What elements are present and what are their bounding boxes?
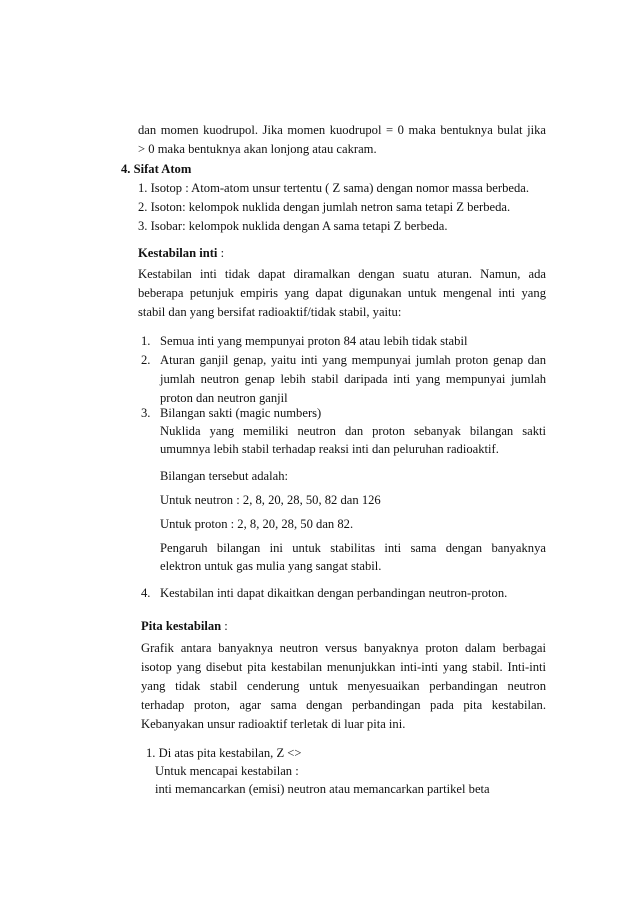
effect-line-1: Pengaruh bilangan ini untuk stabilitas inti sama dengan banyaknya (160, 541, 546, 555)
paragraph-line: Kebanyakan unsur radioaktif terletak di luar pita ini. (141, 717, 406, 731)
kestabilan-heading (138, 245, 224, 261)
list-item-text: Kestabilan inti dapat dikaitkan dengan perbandingan neutron-proton. (160, 586, 508, 600)
paragraph-line: stabil dan yang bersifat radioaktif/tidak stabil, yaitu: (138, 305, 402, 319)
paragraph-line: terhadap proton, agar sama dengan perbandingan pada pita kestabilan. (141, 698, 546, 712)
kestabilan-title: Kestabilan inti (138, 246, 218, 260)
list-item-text: Nuklida yang memiliki neutron dan proton sebanyak bilangan sakti (160, 424, 546, 438)
kestabilan-title-suffix: : (217, 246, 225, 260)
list-item-text: proton dan neutron ganjil (160, 391, 288, 405)
magic-intro: Bilangan tersebut adalah: (160, 469, 288, 483)
list-item: 2. Isoton: kelompok nuklida dengan jumlah netron sama tetapi Z berbeda. (138, 200, 511, 214)
magic-neutron: Untuk neutron : 2, 8, 20, 28, 50, 82 dan 126 (160, 493, 381, 507)
list-number: 4. (141, 586, 151, 600)
list-item: 3. Isobar: kelompok nuklida dengan A sama tetapi Z berbeda. (138, 219, 448, 233)
list-item-text: umumnya lebih stabil terhadap reaksi inti dan peluruhan radioaktif. (160, 442, 499, 456)
list-item-text: Semua inti yang mempunyai proton 84 atau lebih tidak stabil (160, 334, 468, 348)
pita-heading (141, 618, 228, 634)
section-heading: 4. Sifat Atom (121, 162, 192, 176)
list-item: 1. Isotop : Atom-atom unsur tertentu ( Z sama) dengan nomor massa berbeda. (138, 181, 530, 195)
pita-item-1: 1. Di atas pita kestabilan, Z <> (146, 746, 302, 760)
intro-line-1: dan momen kuodrupol. Jika momen kuodrupol = 0 maka bentuknya bulat jika (138, 123, 546, 137)
paragraph-line: yang tidak stabil cenderung untuk menyesuaikan perbandingan neutron (141, 679, 546, 693)
list-number: 2. (141, 353, 151, 367)
paragraph-line: beberapa petunjuk empiris yang dapat digunakan untuk mengenal inti yang (138, 286, 546, 300)
intro-line-2: > 0 maka bentuknya akan lonjong atau cakram. (138, 142, 377, 156)
list-number: 1. (141, 334, 151, 348)
list-item-text: Bilangan sakti (magic numbers) (160, 406, 322, 420)
pita-item-1-sub-1: Untuk mencapai kestabilan : (155, 764, 299, 778)
magic-proton: Untuk proton : 2, 8, 20, 28, 50 dan 82. (160, 517, 354, 531)
list-item-text: jumlah neutron genap lebih stabil daripada inti yang mempunyai jumlah (160, 372, 546, 386)
list-item-text: Aturan ganjil genap, yaitu inti yang mempunyai jumlah proton genap dan (160, 353, 546, 367)
pita-item-1-sub-2: inti memancarkan (emisi) neutron atau memancarkan partikel beta (155, 782, 490, 796)
paragraph-line: Grafik antara banyaknya neutron versus banyaknya proton dalam berbagai (141, 641, 546, 655)
effect-line-2: elektron untuk gas mulia yang sangat stabil. (160, 559, 382, 573)
list-number: 3. (141, 406, 151, 420)
paragraph-line: isotop yang disebut pita kestabilan menunjukkan inti-inti yang stabil. Inti-inti (141, 660, 546, 674)
pita-title-suffix: : (221, 619, 228, 633)
paragraph-line: Kestabilan inti tidak dapat diramalkan dengan suatu aturan. Namun, ada (138, 267, 546, 281)
pita-title: Pita kestabilan (141, 619, 222, 633)
